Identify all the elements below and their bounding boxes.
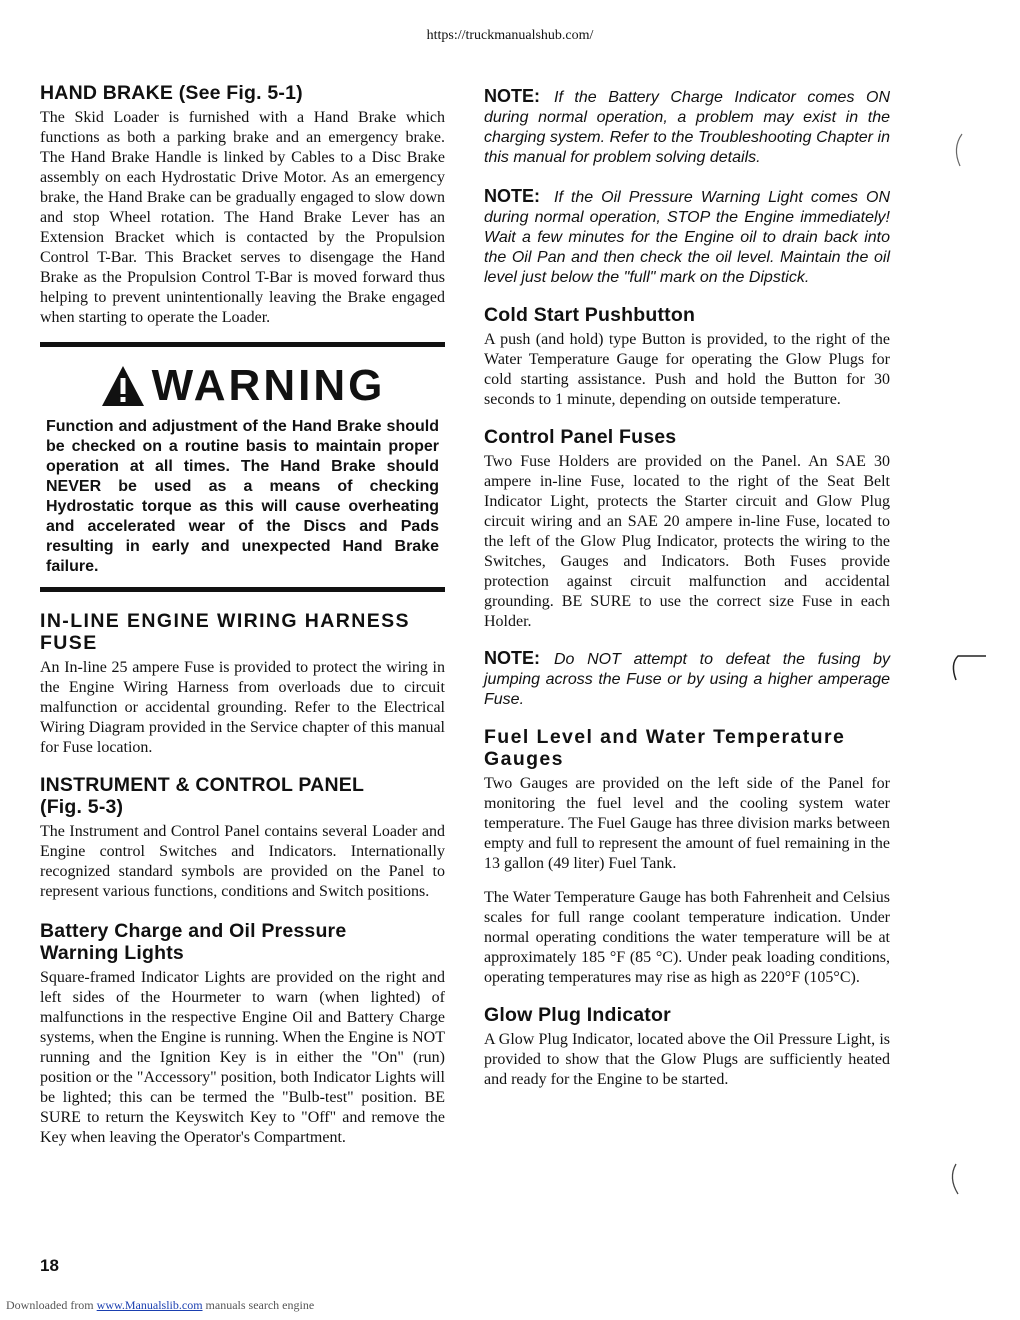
footer-prefix: Downloaded from: [6, 1298, 94, 1312]
note-oil-pressure: [484, 186, 890, 288]
hand-brake-heading: HAND BRAKE (See Fig. 5-1): [40, 82, 303, 104]
gauges-text-2: The Water Temperature Gauge has both Fahrenheit and Celsius scales for full range coolant temperature indication. Under normal operating conditions the water temperature will be at approximately 185 °F (85 °C). Under peak loading conditions, operating temperatures may rise as high as 220°F (105°C).: [484, 889, 890, 986]
page-number: 18: [40, 1256, 59, 1275]
footer-suffix: manuals search engine: [205, 1298, 315, 1312]
instrument-panel-heading: INSTRUMENT & CONTROL PANEL (Fig. 5-3): [40, 774, 364, 818]
fuses-heading: Control Panel Fuses: [484, 426, 677, 448]
cold-start-heading: Cold Start Pushbutton: [484, 304, 696, 326]
right-column: [484, 86, 890, 1090]
note-text: If the Battery Charge Indicator comes ON during normal operation, a problem may exist in the charging system. Refer to the Troubleshooting Chapter in this manual for problem solving details.: [484, 89, 890, 166]
gauges-text-1: Two Gauges are provided on the left side of the Panel for monitoring the fuel level and the cooling system water temperature. The Fuel Gauge has three division marks between empty and full to represent the amount of fuel remaining in the 13 gallon (49 liter) Fuel Tank.: [484, 775, 890, 872]
warning-header: [40, 355, 445, 417]
inline-fuse-heading: IN-LINE ENGINE WIRING HARNESS FUSE: [40, 610, 410, 654]
gauges-heading: Fuel Level and Water Temperature Gauges: [484, 726, 846, 770]
left-column: [40, 82, 445, 1148]
margin-bracket-mark: [944, 1160, 966, 1200]
glow-plug-heading: Glow Plug Indicator: [484, 1004, 671, 1026]
manualslib-link[interactable]: www.Manualslib.com: [96, 1298, 203, 1312]
note-label: NOTE:: [484, 648, 540, 668]
margin-bracket-mark: [946, 640, 992, 684]
note-label: NOTE:: [484, 186, 540, 206]
fuses-text: Two Fuse Holders are provided on the Panel. An SAE 30 ampere in-line Fuse, located to the right of the Seat Belt Indicator Light, protects the Starter circuit and Glow Plug circuit wiring and an SAE 20 ampere in-line Fuse, located to the left of the Glow Plug Indicator, protects the wiring to the Switches, Gauges and Indicators. Both Fuses provide protection against circuit malfunction and accidental grounding. BE SURE to use the correct size Fuse in each Holder.: [484, 453, 890, 630]
note-fusing: [484, 648, 890, 710]
header-url: https://truckmanualshub.com/: [426, 28, 594, 43]
hand-brake-text: The Skid Loader is furnished with a Hand Brake which functions as both a parking brake and an emergency brake. The Hand Brake Handle is linked by Cables to a Disc Brake assembly on each Hydrostatic Drive Motor. As an emergency brake, the Hand Brake can be gradually engaged to slow down and stop Wheel rotation. The Hand Brake Lever has an Extension Bracket which is contacted by the Propulsion Control T-Bar. This Bracket serves to disengage the Hand Brake as the Propulsion Control T-Bar is moved forward thus helping to prevent unintentionally leaving the Brake engaged when starting to operate the Loader.: [40, 109, 445, 326]
note-label: NOTE:: [484, 86, 540, 106]
warning-text: Function and adjustment of the Hand Brake should be checked on a routine basis to maintain proper operation at all times. The Hand Brake should NEVER be used as a means of checking Hydrostatic torque as this will cause overheating and accelerated wear of the Discs and Pads resulting in early and unexpected Hand Brake failure.: [46, 418, 439, 575]
margin-bracket-mark: [948, 130, 968, 170]
note-text: If the Oil Pressure Warning Light comes ON during normal operation, STOP the Engine immediately! Wait a few minutes for the Engine oil to drain back into the Oil Pan and then check the oil level. Maintain the oil level just below the "full" mark on the Dipstick.: [484, 189, 890, 286]
warning-box: [40, 342, 445, 592]
warning-title: WARNING: [151, 361, 386, 410]
note-text: Do NOT attempt to defeat the fusing by jumping across the Fuse or by using a higher amperage Fuse.: [484, 651, 890, 708]
footer: [6, 1298, 314, 1313]
battery-lights-heading: Battery Charge and Oil Pressure Warning Lights: [40, 920, 347, 964]
instrument-panel-text: The Instrument and Control Panel contains several Loader and Engine control Switches and Indicators. Internationally recognized standard symbols are provided on the Panel to represent various functions, conditions and Switch positions.: [40, 823, 445, 900]
note-battery-charge: [484, 86, 890, 168]
battery-lights-text: Square-framed Indicator Lights are provided on the right and left sides of the Hourmeter to warn (when lighted) of malfunctions in the respective Engine Oil and Battery Charge systems, when the Engine is running. When the Engine is NOT running and the Ignition Key is in either the "On" (run) position or the "Accessory" position, both Indicator Lights will be lighted; this can be termed the "Bulb-test" position. BE SURE to return the Keyswitch Key to "Off" and remove the Key when leaving the Operator's Compartment.: [40, 969, 445, 1146]
inline-fuse-text: An In-line 25 ampere Fuse is provided to protect the wiring in the Engine Wiring Harness from overloads due to circuit malfunction or accidental grounding. Refer to the Electrical Wiring Diagram provided in the Service chapter of this manual for Fuse location.: [40, 659, 445, 756]
warning-triangle-icon: [100, 364, 146, 408]
cold-start-text: A push (and hold) type Button is provided, to the right of the Water Temperature Gauge for operating the Glow Plugs for cold starting assistance. Push and hold the Button for 30 seconds to 1 minute, depending on outside temperature.: [484, 331, 890, 408]
glow-plug-text: A Glow Plug Indicator, located above the Oil Pressure Light, is provided to show that the Glow Plugs are sufficiently heated and ready for the Engine to be started.: [484, 1031, 890, 1088]
